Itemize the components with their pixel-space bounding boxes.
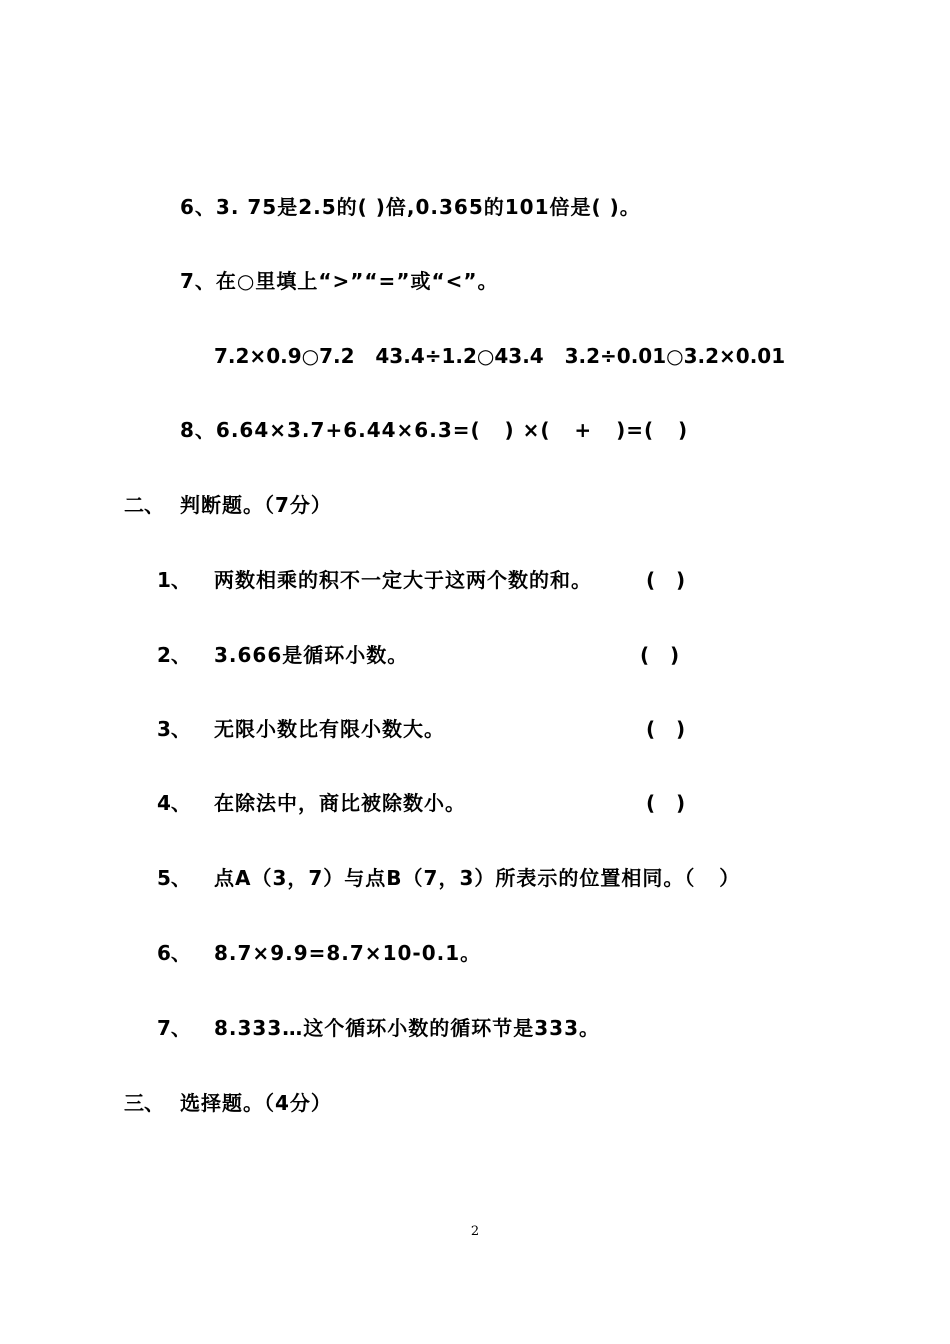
answer-parentheses: ( )	[646, 791, 686, 815]
judge-item-number: 2、	[157, 643, 191, 667]
judge-item-text: 8.7×9.9=8.7×10-0.1。	[214, 941, 482, 965]
question-7-comparisons: 7.2×0.9○7.2 43.4÷1.2○43.4 3.2÷0.01○3.2×0.01	[214, 344, 786, 368]
answer-parentheses: ( )	[640, 643, 680, 667]
judge-item-number: 1、	[157, 568, 191, 592]
judge-item-text: 无限小数比有限小数大。	[214, 717, 445, 741]
judge-item-text: 在除法中，商比被除数小。	[214, 791, 466, 815]
judge-item-number: 4、	[157, 791, 191, 815]
section-three-title: 选择题。（4分）	[180, 1091, 332, 1115]
judge-item-text: 点A（3，7）与点B（7，3）所表示的位置相同。（ ）	[214, 866, 741, 890]
section-two-number: 二、	[124, 493, 164, 517]
page-number: 2	[470, 1224, 480, 1239]
judge-item-number: 7、	[157, 1016, 191, 1040]
question-8: 8、6.64×3.7+6.44×6.3=( ) ×( + )=( )	[180, 418, 689, 442]
question-6: 6、3. 75是2.5的( )倍,0.365的101倍是( )。	[180, 195, 641, 219]
judge-item-number: 3、	[157, 717, 191, 741]
judge-item-text: 3.666是循环小数。	[214, 643, 409, 667]
question-7: 7、在○里填上“>”“=”或“<”。	[180, 269, 499, 293]
judge-item-number: 6、	[157, 941, 191, 965]
section-three-number: 三、	[124, 1091, 164, 1115]
section-two-title: 判断题。（7分）	[180, 493, 332, 517]
judge-item-text: 两数相乘的积不一定大于这两个数的和。	[214, 568, 592, 592]
answer-parentheses: ( )	[646, 717, 686, 741]
answer-parentheses: ( )	[646, 568, 686, 592]
judge-item-number: 5、	[157, 866, 191, 890]
judge-item-text: 8.333…这个循环小数的循环节是333。	[214, 1016, 601, 1040]
